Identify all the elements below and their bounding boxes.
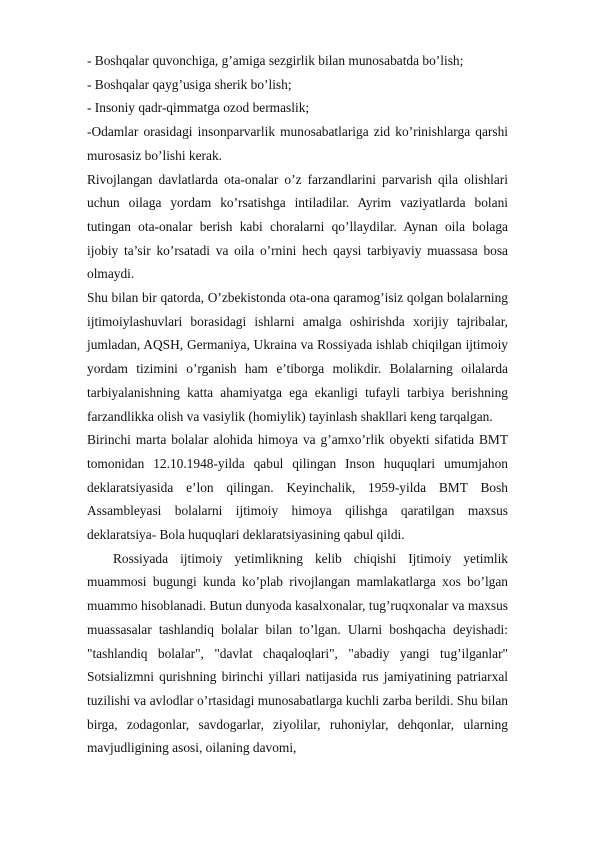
list-item: - Boshqalar quvonchiga, g’amiga sezgirlik bilan munosabatda bo’lish; [87,53,464,68]
paragraph: Shu bilan bir qatorda, O’zbekistonda ota-ona qaramog’isiz qolgan bolalarning ijtimoiylashuvlari borasidagi ishlarni amalga oshirishda xorijiy tajribalar, jumladan, AQSH, Germaniya, Ukraina va Rossiyada ishlab chiqilgan ijtimoiy yordam tizimini o’rganish ham e’tiborga molikdir. Bolalarning oilalarda tarbiyalanishning katta ahamiyatga ega ekanligi tufayli tarbiya berishning farzandlikka olish va vasiylik (homiylik) tayinlash shakllari keng tarqalgan. [87,290,508,424]
paragraph: Birinchi marta bolalar alohida himoya va g’amxo’rlik obyekti sifatida BMT tomonidan 12.10.1948-yilda qabul qilingan Inson huquqlari umumjahon deklaratsiyasida e’lon qilingan. Keyinchalik, 1959-yilda BMT Bosh Assambleyasi bolalarni ijtimoiy himoya qilishga qaratilgan maxsus deklaratsiya- Bola huquqlari deklaratsiyasining qabul qildi. [87,432,508,543]
paragraph: -Odamlar orasidagi insonparvarlik munosabatlariga zid ko’rinishlarga qarshi murosasiz bo’lishi kerak. [87,124,508,163]
list-item: - Insoniy qadr-qimmatga ozod bermaslik; [87,100,310,116]
document-body [87,49,508,760]
paragraph: Rossiyada ijtimoiy yetimlikning kelib chiqishi Ijtimoiy yetimlik muammosi bugungi kunda ko’plab rivojlangan mamlakatlarga xos bo’lgan muammo hisoblanadi. Butun dunyoda kasalxonalar, tug’ruqxonalar va maxsus muassasalar tashlandiq bolalar bilan to’lgan. Ularni boshqacha deyishadi: "tashlandiq bolalar", "davlat chaqaloqlari", "abadiy yangi tug’ilganlar" Sotsializmni qurishning birinchi yillari natijasida rus jamiyatining patriarxal tuzilishi va avlodlar o’rtasidagi munosabatlarga kuchli zarba berildi. Shu bilan birga, zodagonlar, savdogarlar, ziyolilar, ruhoniylar, dehqonlar, ularning mavjudligining asosi, oilaning davomi, [87,550,508,756]
list-item: - Boshqalar qayg’usiga sherik bo’lish; [87,76,292,92]
paragraph: Rivojlangan davlatlarda ota-onalar o’z farzandlarini parvarish qila olishlari uchun oilaga yordam ko’rsatishga intiladilar. Ayrim vaziyatlarda bolani tutingan ota-onalar berish kabi choralarni qo’llaydilar. Aynan oila bolaga ijobiy ta’sir ko’rsatadi va oila o’rnini hech qaysi tarbiyaviy muassasa bosa olmaydi. [87,171,508,282]
